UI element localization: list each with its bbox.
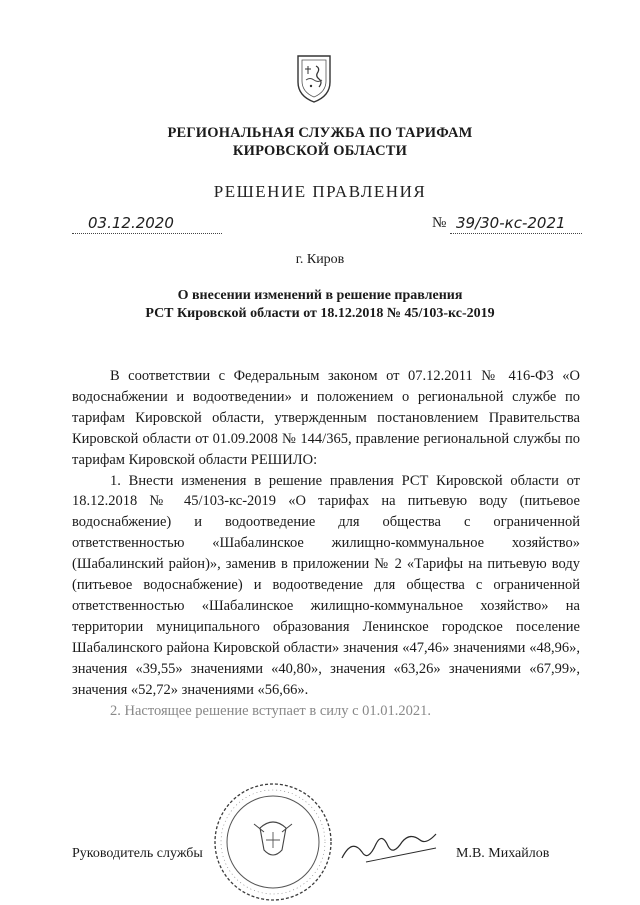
signatory-position: Руководитель службы — [72, 846, 203, 861]
document-body — [72, 366, 580, 721]
date-underline — [72, 233, 222, 234]
document-city: г. Киров — [295, 252, 345, 267]
handwritten-signature-icon — [336, 822, 446, 872]
preamble-paragraph: В соответствии с Федеральным законом от 07.12.2011 № 416-ФЗ «О водоснабжении и водоотведении» и положением о региональной службе по тарифам Кировской области, утвержденным постановлением Правительства Кировской области от 01.09.2008 № 144/365, правление региональной службы по тарифам Кировской области РЕШИЛО: — [72, 368, 580, 468]
subject-line-2: РСТ Кировской области от 18.12.2018 № 45/103-кс-2019 — [145, 306, 495, 321]
coat-of-arms-icon — [294, 52, 334, 104]
resolution-item-2: 2. Настоящее решение вступает в силу с 01.01.2021. — [110, 702, 432, 719]
document-number-field — [432, 214, 582, 236]
document-date-field — [72, 214, 222, 236]
organization-name: РЕГИОНАЛЬНАЯ СЛУЖБА ПО ТАРИФАМ — [167, 125, 473, 141]
subject-line-1: О внесении изменений в решение правления — [177, 288, 463, 303]
document-type-heading: РЕШЕНИЕ ПРАВЛЕНИЯ — [213, 182, 427, 201]
number-underline — [450, 233, 582, 234]
organization-region: КИРОВСКОЙ ОБЛАСТИ — [232, 143, 408, 159]
number-sign: № — [432, 215, 447, 231]
resolution-item-1: 1. Внести изменения в решение правления РСТ Кировской области от 18.12.2018 № 45/103-кс-2019 «О тарифах на питьевую воду (питьевое водоснабжение) и водоотведение для общества с ограниченной ответственностью «Шабалинское жилищно-коммунальное хозяйство» (Шабалинский район)», заменив в приложении № 2 «Тарифы на питьевую воду (питьевое водоснабжение) и водоотведение для общества с ограниченной ответственностью «Шабалинское жилищно-коммунальное хозяйство» на территории муниципального образования Ленинское городское поселение Шабалинского района Кировской области» значения «47,46» значениями «48,96», значения «39,55» значениями «40,80», значения «63,26» значениями «67,99», значения «52,72» значениями «56,66». — [72, 472, 580, 698]
official-seal-icon — [208, 780, 338, 905]
document-date: 03.12.2020 — [88, 214, 174, 232]
signatory-name: М.В. Михайлов — [456, 846, 550, 861]
document-number: 39/30-кс-2021 — [456, 214, 566, 232]
